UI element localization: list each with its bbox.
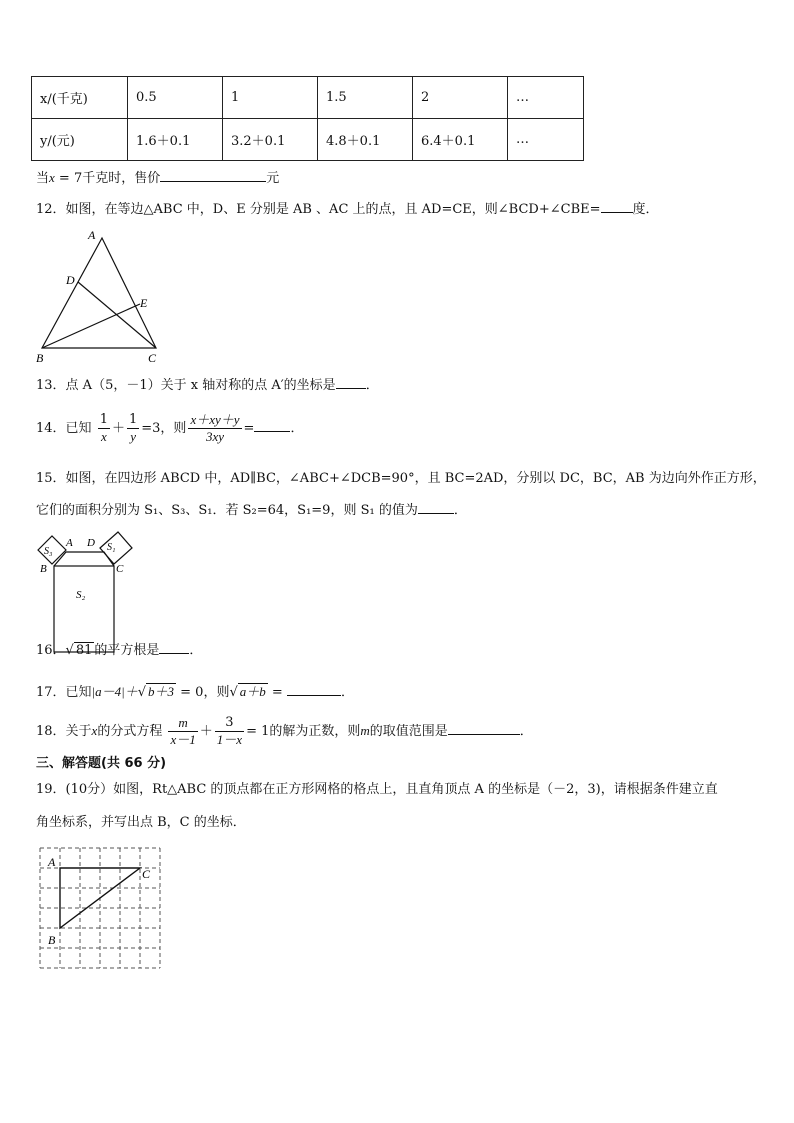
radicand: 81 (75, 643, 93, 658)
grid-triangle-figure (34, 842, 168, 974)
table-cell: 1.6＋0.1 (128, 119, 223, 161)
operator: = (267, 685, 287, 700)
q18-end: ． (519, 724, 533, 739)
denominator: y (130, 429, 137, 444)
q17-mid: = 0，则 (176, 685, 230, 700)
q16-stem: 的平方根是 (94, 643, 160, 658)
denominator: 1－x (216, 732, 243, 747)
q15-line2 (36, 500, 467, 521)
answer-blank[interactable] (254, 418, 290, 432)
q11-text: = 7千克时，售价 (54, 171, 161, 186)
q11-var: x (49, 170, 55, 185)
label-S1: S₁ (107, 542, 116, 553)
q12-end: 度． (632, 202, 659, 217)
operator: ＋ (111, 421, 125, 436)
q12-text (36, 199, 659, 220)
table-cell: 2 (413, 77, 508, 119)
q16-text: 16．√ 81 的平方根是 ． (36, 640, 202, 661)
label-D: D (66, 273, 75, 287)
label-C: C (142, 867, 151, 881)
q11-text: 当 (36, 171, 50, 186)
q18-stem2: 的取值范围是 (369, 724, 448, 739)
q13-text (36, 375, 379, 396)
q17-prefix: 17．已知 (36, 685, 92, 700)
q13-end: ． (365, 378, 379, 393)
q14-mid: =3，则 (141, 421, 187, 436)
numerator: x＋xy＋y (190, 412, 240, 427)
numerator: m (168, 715, 197, 732)
q19-line2: 角坐标系，并写出点 B，C 的坐标． (36, 815, 246, 830)
label-B: B (48, 933, 56, 947)
q17-text: 17．已知|a－4|＋√ b＋3 = 0，则√ a＋b = ． (36, 684, 354, 700)
radicand: b＋3 (148, 684, 175, 699)
q15-end: ． (453, 503, 467, 518)
table-row (32, 77, 584, 119)
answer-blank[interactable] (160, 168, 266, 182)
var-x: x (91, 723, 98, 738)
label-S3: S₃ (44, 546, 53, 557)
q18-mid: = 1的解为正数，则 (246, 724, 361, 739)
label-B: B (40, 563, 47, 575)
denominator: x－1 (170, 732, 196, 747)
numerator: 3 (215, 715, 244, 732)
q18-text (36, 715, 533, 748)
fraction (127, 412, 139, 445)
denominator: 3xy (205, 429, 224, 444)
label-A: A (88, 228, 96, 242)
price-table (31, 76, 584, 161)
q18-stem: 的分式方程 (97, 724, 163, 739)
label-S2: S₂ (76, 589, 86, 601)
q11-answer-line (36, 168, 279, 189)
q14-text (36, 412, 303, 445)
table-cell: … (508, 119, 584, 161)
q16-prefix: 16． (36, 643, 66, 658)
fraction (98, 412, 110, 445)
label-B: B (36, 351, 44, 365)
q14-prefix: 14．已知 (36, 421, 92, 436)
fraction (215, 715, 244, 748)
q19-line1: 19．(10分）如图，Rt△ABC 的顶点都在正方形网格的格点上，且直角顶点 A 的坐标是（－2，3)，请根据条件建立直 (36, 782, 718, 797)
q13-stem: 13．点 A（5，－1）关于 x 轴对称的点 A′的坐标是 (36, 378, 336, 393)
table-cell: 1.5 (318, 77, 413, 119)
q17-end: ． (340, 685, 354, 700)
var-m: m (360, 723, 370, 738)
radicand: a＋b (239, 684, 266, 699)
q12-stem: 12．如图，在等边△ABC 中，D、E 分别是 AB 、AC 上的点，且 AD=CE，则∠BCD+∠CBE= (36, 202, 601, 217)
label-C: C (116, 563, 124, 575)
table-cell: x/(千克) (32, 77, 128, 119)
label-E: E (140, 296, 148, 310)
table-cell: y/(元) (32, 119, 128, 161)
abs-expression: |a－4|＋ (91, 684, 138, 699)
table-cell: 6.4＋0.1 (413, 119, 508, 161)
q14-end: ． (290, 421, 304, 436)
label-A: A (48, 855, 56, 869)
table-cell: 1 (223, 77, 318, 119)
section-heading: 三、解答题(共 66 分) (36, 756, 167, 771)
answer-blank[interactable] (601, 199, 633, 213)
q15-line1: 15．如图，在四边形 ABCD 中，AD∥BC，∠ABC+∠DCB=90°，且 BC=2AD，分别以 DC，BC，AB 为边向外作正方形， (36, 471, 766, 486)
q16-end: ． (189, 643, 203, 658)
denominator: x (100, 429, 107, 444)
triangle-abc-figure (30, 226, 170, 368)
table-row (32, 119, 584, 161)
table-cell: 3.2＋0.1 (223, 119, 318, 161)
q11-unit: 元 (266, 171, 280, 186)
label-C: C (148, 351, 157, 365)
numerator: 1 (99, 412, 108, 427)
fraction (188, 412, 241, 445)
answer-blank[interactable] (448, 721, 520, 735)
label-D: D (87, 537, 95, 549)
numerator: 1 (128, 412, 138, 427)
label-A: A (66, 537, 73, 549)
q18-prefix: 18．关于 (36, 724, 92, 739)
operator: ＋ (199, 724, 213, 739)
fraction (168, 715, 197, 748)
answer-blank[interactable] (287, 682, 341, 696)
table-cell: … (508, 77, 584, 119)
answer-blank[interactable] (418, 500, 454, 514)
answer-blank[interactable] (336, 375, 366, 389)
operator: = (243, 421, 255, 436)
table-cell: 0.5 (128, 77, 223, 119)
table-cell: 4.8＋0.1 (318, 119, 413, 161)
quadrilateral-squares-figure (34, 530, 144, 656)
q15-stem: 它们的面积分别为 S₁、S₃、S₁．若 S₂=64，S₁=9，则 S₁ 的值为 (36, 503, 418, 518)
answer-blank[interactable] (159, 640, 189, 654)
